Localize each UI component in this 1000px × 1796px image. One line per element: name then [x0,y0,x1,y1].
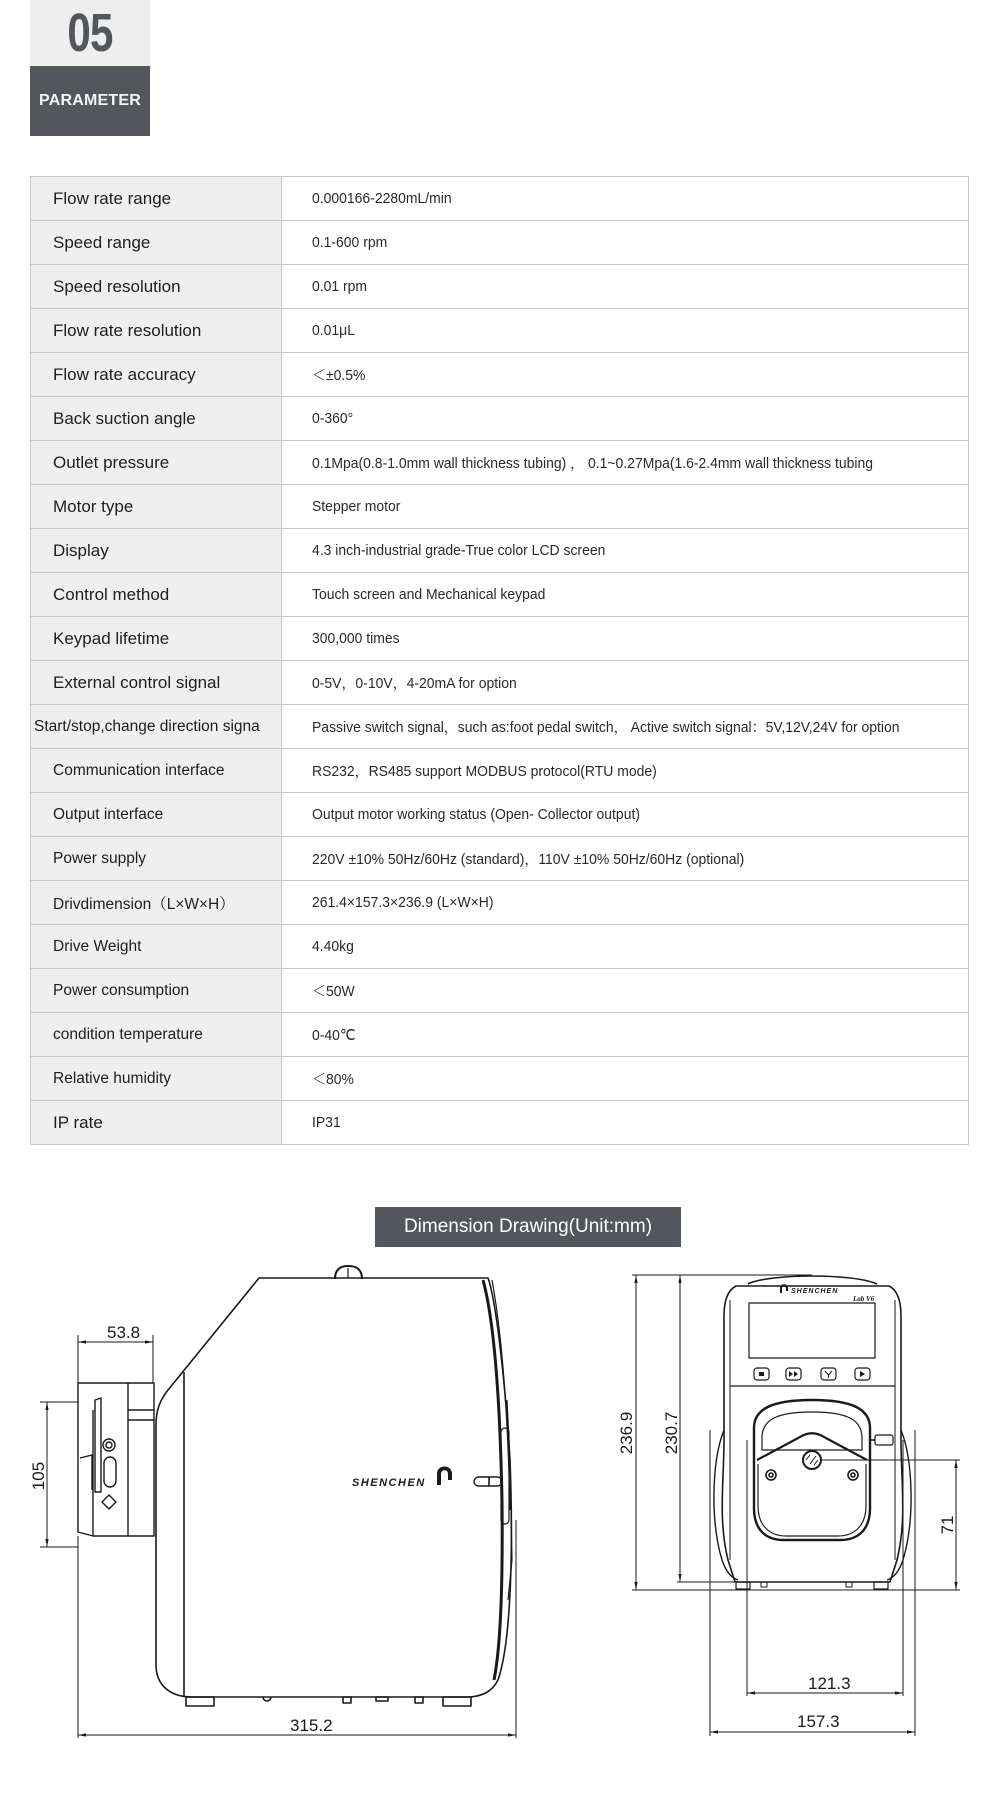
spec-value-cell [282,221,969,265]
spec-label: Start/stop,change direction signa [31,705,282,749]
pump-head-side [78,1383,154,1536]
spec-value: Output motor working status (Open- Collector output) [312,806,640,823]
side-body-outline [156,1278,511,1697]
spec-row [31,749,969,793]
spec-value-cell [282,793,969,837]
spec-value: IP31 [312,1114,341,1131]
spec-value: 220V ±10% 50Hz/60Hz (standard)，110V ±10% 50Hz/60Hz (optional) [312,851,745,868]
spec-value-cell [282,353,969,397]
spec-value-cell [282,177,969,221]
dim-total-width: 157.3 [797,1712,840,1731]
dim-head-depth: 53.8 [107,1323,141,1342]
spec-row [31,221,969,265]
spec-value: ＜50W [312,983,355,1000]
spec-value-cell [282,617,969,661]
section-title: PARAMETER [30,66,150,136]
spec-label: Speed range [31,221,282,265]
spec-value-cell [282,1101,969,1145]
spec-label: condition temperature [31,1013,282,1057]
spec-label: Motor type [31,485,282,529]
spec-value-cell [282,441,969,485]
spec-row [31,1013,969,1057]
spec-value-cell [282,573,969,617]
spec-value-cell [282,969,969,1013]
direction-key-icon [821,1368,836,1380]
dim-total-length: 315.2 [290,1716,333,1735]
spec-row [31,793,969,837]
parameter-table [30,176,969,1145]
spec-label: Communication interface [31,749,282,793]
drawing-canvas [0,1260,1000,1796]
keypad [754,1368,870,1380]
dim-total-height: 236.9 [617,1411,636,1455]
fast-forward-key-icon [786,1368,801,1380]
spec-value: 0.1-600 rpm [312,234,388,251]
spec-value: Touch screen and Mechanical keypad [312,586,546,603]
side-view [78,1266,512,1706]
dimension-drawings [0,1260,1000,1796]
spec-row [31,925,969,969]
dimension-drawing-title: Dimension Drawing(Unit:mm) [375,1207,681,1247]
spec-label: Relative humidity [31,1057,282,1101]
spec-value-cell [282,1057,969,1101]
front-model-label: Lab V6 [853,1295,875,1303]
spec-row [31,705,969,749]
spec-value-cell [282,661,969,705]
spec-row [31,353,969,397]
brand-logo-icon [437,1467,452,1486]
spec-value-cell [282,749,969,793]
spec-value: Stepper motor [312,498,401,515]
spec-value: 0-40℃ [312,1026,356,1044]
spec-row [31,485,969,529]
spec-label: Back suction angle [31,397,282,441]
dim-head-height: 105 [29,1461,48,1491]
spec-value-cell [282,881,969,925]
spec-label: Power supply [31,837,282,881]
spec-value-cell [282,485,969,529]
spec-row [31,881,969,925]
spec-value: 4.3 inch-industrial grade-True color LCD screen [312,542,606,559]
spec-row [31,969,969,1013]
spec-row [31,529,969,573]
section-number: 05 [43,0,137,66]
spec-label: Flow rate range [31,177,282,221]
spec-value-cell [282,309,969,353]
spec-value: Passive switch signal，such as:foot pedal switch， Active switch signal：5V,12V,24V for option [312,719,900,736]
spec-row [31,661,969,705]
pump-head-front [754,1400,893,1540]
spec-label: Drive Weight [31,925,282,969]
spec-label: IP rate [31,1101,282,1145]
spec-value-cell [282,529,969,573]
spec-value-cell [282,1013,969,1057]
spec-row [31,441,969,485]
spec-label: Speed resolution [31,265,282,309]
spec-value: 0-360° [312,410,354,427]
spec-label: External control signal [31,661,282,705]
spec-row [31,573,969,617]
spec-label: Control method [31,573,282,617]
dim-foot-width: 121.3 [808,1674,851,1693]
spec-row [31,617,969,661]
spec-value: ＜80% [312,1071,354,1088]
spec-label: Output interface [31,793,282,837]
spec-value: 0.01 rpm [312,278,368,295]
spec-value-cell [282,837,969,881]
spec-value: 261.4×157.3×236.9 (L×W×H) [312,894,494,911]
front-brand-logo-icon [780,1284,788,1293]
spec-label: Keypad lifetime [31,617,282,661]
side-brand-label: SHENCHEN [352,1477,426,1489]
spec-row [31,1101,969,1145]
spec-label: Flow rate resolution [31,309,282,353]
front-view [714,1276,911,1589]
spec-value: 0-5V，0-10V，4-20mA for option [312,675,517,692]
section-header [30,0,150,136]
spec-value: ＜±0.5% [312,367,366,384]
rotor-shaft-icon [803,1451,821,1469]
section-number-box [30,0,150,66]
spec-row [31,309,969,353]
spec-value: 4.40kg [312,938,354,955]
spec-label: Display [31,529,282,573]
spec-row [31,397,969,441]
spec-value: 0.1Mpa(0.8-1.0mm wall thickness tubing) ， 0.1~0.27Mpa(1.6-2.4mm wall thickness tubing [312,455,873,472]
front-brand-label: SHENCHEN [791,1288,839,1295]
spec-value: 0.01μL [312,322,355,339]
spec-value-cell [282,925,969,969]
spec-label: Power consumption [31,969,282,1013]
dim-body-height: 230.7 [662,1411,681,1455]
spec-value-cell [282,265,969,309]
spec-row [31,837,969,881]
dim-shaft-height: 71 [938,1515,957,1535]
spec-label: Drivdimension（L×W×H） [31,881,282,925]
spec-value: 0.000166-2280mL/min [312,190,452,207]
spec-value: 300,000 times [312,630,400,647]
spec-label: Flow rate accuracy [31,353,282,397]
spec-value-cell [282,397,969,441]
spec-value-cell [282,705,969,749]
spec-row [31,177,969,221]
spec-value: RS232，RS485 support MODBUS protocol(RTU mode) [312,763,657,780]
spec-row [31,265,969,309]
spec-label: Outlet pressure [31,441,282,485]
lcd-screen [749,1303,875,1358]
spec-row [31,1057,969,1101]
